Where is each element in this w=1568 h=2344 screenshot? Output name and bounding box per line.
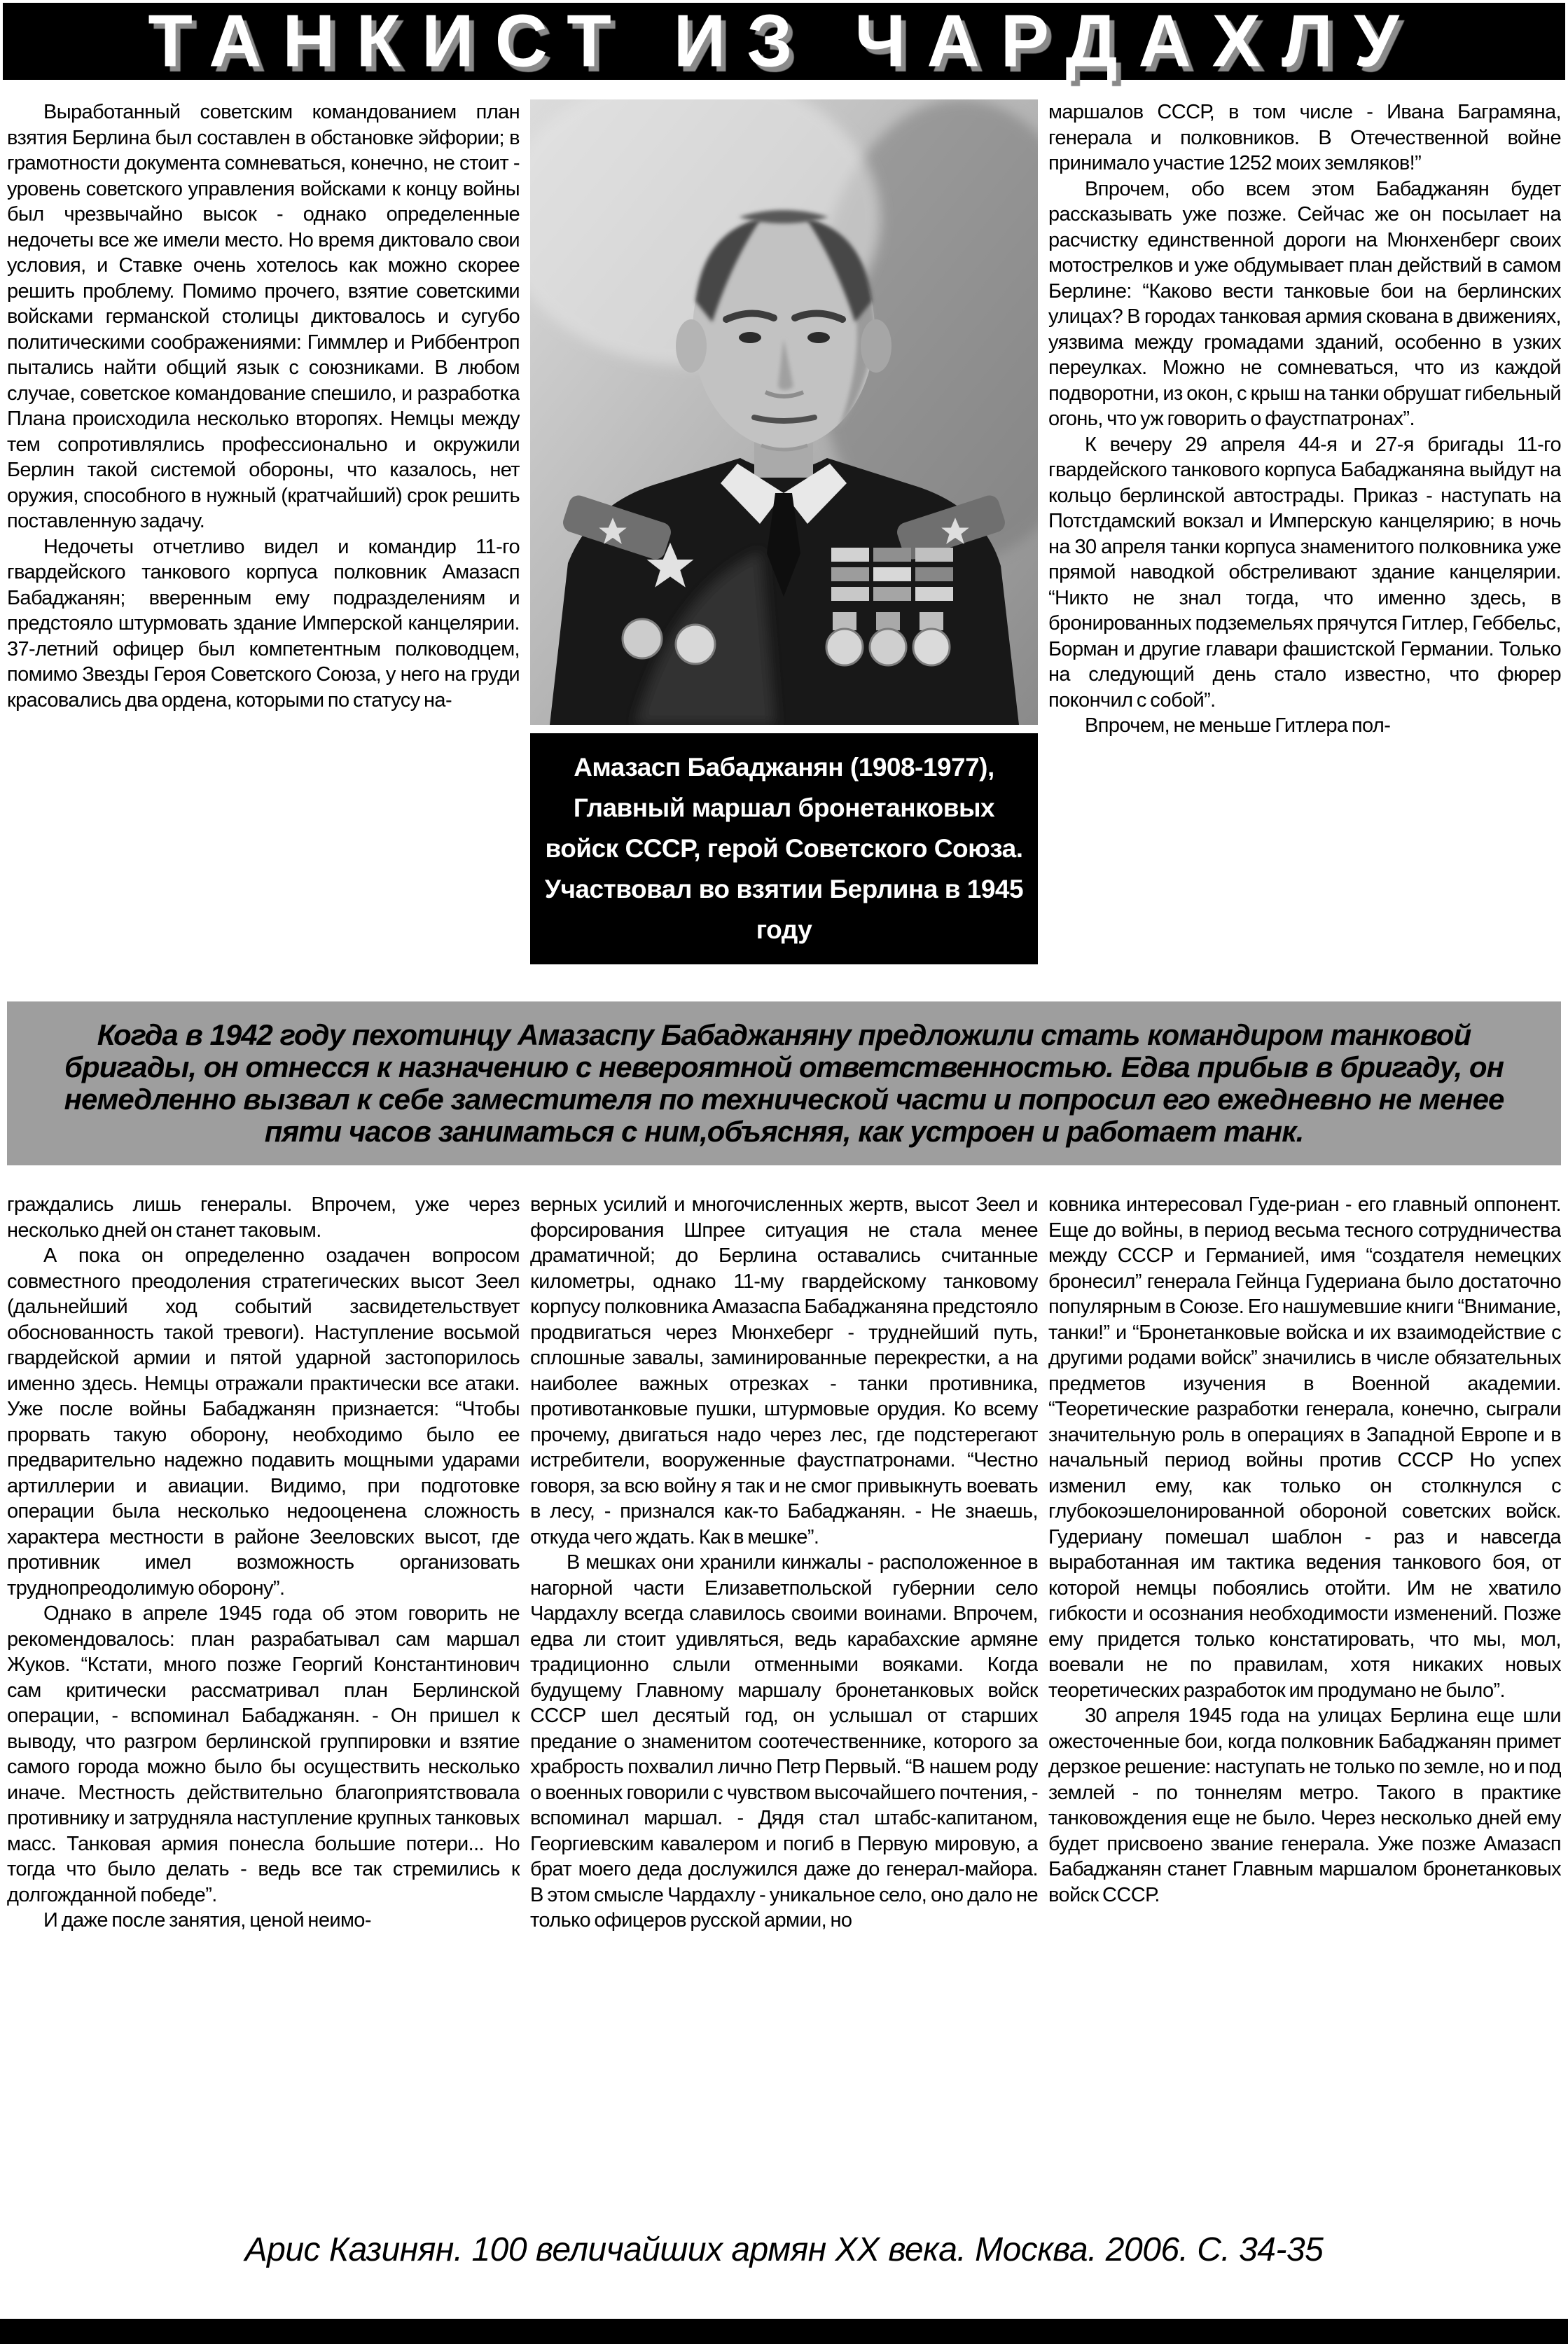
paragraph: 30 апреля 1945 года на улицах Берлина еще шли ожесточенные бои, когда полковник Бабаджанян примет дерзкое решение: наступать не только по земле, но и под землей - по тоннелям метро. Такого в практике танковождения еще не было. Через несколько дней ему будет присвоено звание генерала. Уже позже Амазасп Бабаджанян станет Главным маршалом бронетанковых войск СССР.: [1048, 1705, 1561, 1906]
column-top-right: [1048, 99, 1561, 998]
title-banner: [3, 0, 1565, 83]
bottom-section: [7, 1192, 1561, 2209]
top-section: [7, 99, 1561, 998]
column-top-left: [7, 99, 520, 998]
paragraph: верных усилий и многочисленных жертв, высот Зеел и форсирования Шпрее ситуация не стала менее драматичной; до Берлина оставались считанные километры, однако 11-му гвардейскому танковому корпусу полковника Амазаспа Бабаджаняна предстояло продвигаться через Мюнхеберг - труднейший путь, сплошные завалы, заминированные перекрестки, а на наиболее важных отрезках - танки противника, противотанковые пушки, штурмовые орудия. Ко всему прочему, двигаться надо через лес, где подстерегают истребители, вооруженные фаустпатронами. “Честно говоря, за всю войну я так и не смог привыкнуть воевать в лесу, - признался как-то Бабаджанян. - Не знаешь, откуда чего ждать. Как в мешке”.: [530, 1193, 1038, 1548]
paragraph: Впрочем, обо всем этом Бабаджанян будет рассказывать уже позже. Сейчас же он посылает на расчистку единственной дороги на Мюнхенберг своих мотострелков и уже обдумывает план действий в самом Берлине: “Каково вести танковые бои на берлинских улицах? В городах танковая армия скована в движениях, уязвима между громадами зданий, особенно в узких переулках. Можно не сомневаться, что из каждой подворотни, из окон, с крыш на танки обрушат гибельный огонь, что уж говорить о фаустпатронах”.: [1048, 177, 1561, 430]
portrait-photo-graphic: [530, 99, 1038, 725]
column-bottom-middle: [530, 1192, 1038, 2209]
paragraph: Недочеты отчетливо видел и командир 11-го гвардейского танкового корпуса полковник Амазасп Бабаджанян; вверенным ему подразделениям и предстояло штурмовать здание Имперской канцелярии. 37-летний офицер был компетентным полководцем, помимо Звезды Героя Советского Союза, у него на груди красовались два ордена, которыми по статусу на-: [7, 535, 520, 712]
paragraph: граждались лишь генералы. Впрочем, уже через несколько дней он станет таковым.: [7, 1193, 520, 1242]
photo-caption: Амазасп Бабаджанян (1908-1977), Главный маршал бронетанковых войск СССР, герой Советского Союза. Участвовал во взятии Берлина в 1945 году: [530, 733, 1038, 964]
bottom-rule: [0, 2319, 1568, 2344]
portrait-photo: [530, 99, 1038, 725]
paragraph: Выработанный советским командованием план взятия Берлина был составлен в обстановке эйфории; в грамотности документа сомневаться, конечно, не стоит - уровень советского управления войсками к концу войны был чрезвычайно высок - однако определенные недочеты все же имели место. Но время диктовало свои условия, и Ставке очень хотелось как можно скорее решить проблему. Помимо прочего, взятие советскими войсками германской столицы диктовалось и сугубо политическими соображениями: Гиммлер и Риббентроп пытались найти общий язык с союзниками. В любом случае, советское командование спешило, и разработка Плана происходила несколько второпях. Немцы между тем сопротивлялись профессионально и окружили Берлин такой системой обороны, что казалось, нет оружия, способного в нужный (кратчайший) срок решить поставленную задачу.: [7, 101, 520, 532]
column-bottom-left: [7, 1192, 520, 2209]
paragraph: И даже после занятия, ценой неимо-: [43, 1909, 371, 1932]
citation: Арис Казинян. 100 величайших армян XX века. Москва. 2006. С. 34-35: [244, 2231, 1324, 2268]
paragraph: В мешках они хранили кинжалы - расположенное в нагорной части Елизаветпольской губернии село Чардахлу всегда славилось своими воинами. Впрочем, едва ли стоит удивляться, ведь карабахские армяне традиционно слыли отменными вояками. Когда будущему Главному маршалу бронетанковых войск СССР шел десятый год, он услышал от старших предание о знаменитом соотечественнике, которого за храбрость похвалил лично Петр Первый. “В нашем роду о военных говорили с чувством высочайшего почтения, - вспоминал маршал. - Дядя стал штабс-капитаном, Георгиевским кавалером и погиб в Первую мировую, а брат моего деда дослужился даже до генерал-майора. В этом смысле Чардахлу - уникальное село, оно дало не только офицеров русской армии, но: [530, 1551, 1038, 1932]
paragraph: Впрочем, не меньше Гитлера пол-: [1085, 714, 1391, 737]
paragraph: Однако в апреле 1945 года об этом говорить не рекомендовалось: план разрабатывал сам маршал Жуков. “Кстати, много позже Георгий Константинович сам критически рассматривал план Берлинской операции, - вспоминал Бабаджанян. - Он пришел к выводу, что разгром берлинской группировки и взятие самого города можно было бы осуществить несколько иначе. Местность действительно благоприятствовала противнику и затрудняла наступление крупных танковых масс. Танковая армия понесла большие потери... Но тогда что было делать - ведь все так стремились к долгожданной победе”.: [7, 1602, 520, 1906]
paragraph: К вечеру 29 апреля 44-я и 27-я бригады 11-го гвардейского танкового корпуса Бабаджаняна выйдут на кольцо берлинской автострады. Приказ - наступать на Потстдамский вокзал и Имперскую канцелярию; в ночь на 30 апреля танки корпуса знаменитого полковника уже прямой наводкой обстреливают здание канцелярии. “Никто не знал тогда, что именно здесь, в бронированных подземельях прячутся Гитлер, Геббельс, Борман и другие главари фашистской Германии. Только на следующий день стало известно, что фюрер покончил с собой”.: [1048, 433, 1561, 712]
column-bottom-right: [1048, 1192, 1561, 2209]
photo-figure: [530, 99, 1038, 998]
pull-quote-text: Когда в 1942 году пехотинцу Амазаспу Бабаджаняну предложили стать командиром танковой бригады, он отнесся к назначению с невероятной ответственностью. Едва прибыв в бригаду, он немедленно вызвал к себе заместителя по технической части и попросил его ежедневно не менее пяти часов заниматься с ним,объясняя, как устроен и работает танк.: [64, 1018, 1504, 1148]
page-title: ТАНКИСТ ИЗ ЧАРДАХЛУ: [148, 0, 1420, 83]
pull-quote: [7, 1001, 1561, 1165]
paragraph: маршалов СССР, в том числе - Ивана Баграмяна, генерала и полковников. В Отечественной войне принимало участие 1252 моих земляков!”: [1048, 101, 1561, 174]
paragraph: ковника интересовал Гуде-риан - его главный оппонент. Еще до войны, в период весьма тесного сотрудничества между СССР и Германией, имя “создателя немецких бронесил” генерала Гейнца Гудериана было достаточно популярным в Союзе. Его нашумевшие книги “Внимание, танки!” и “Бронетанковые войска и их взаимодействие с другими родами войск” значились в числе обязательных предметов изучения в Военной академии. “Теоретические разработки генерала, конечно, сыграли значительную роль в операциях в Западной Европе и в начальный период войны против СССР Но успех изменил ему, как только он столкнулся с глубокоэшелонированной обороной советских войск. Гудериану помешал шаблон - раз и навсегда выработанная им тактика ведения танкового боя, от которой немцы побоялись отойти. Им не хватило гибкости и осознания необходимости изменений. Позже ему придется только констатировать, что мы, мол, воевали не по правилам, хотя никаких новых теоретических разработок им продумано не было”.: [1048, 1193, 1561, 1702]
paragraph: А пока он определенно озадачен вопросом совместного преодоления стратегических высот Зеел (дальнейший ход событий засвидетельствует обоснованность такой тревоги). Наступление восьмой гвардейской армии и пятой ударной застопорилось именно здесь. Немцы отражали практически все атаки. Уже после войны Бабаджанян признается: “Чтобы прорвать такую оборону, необходимо было ее предварительно надежно подавить мощными ударами артиллерии и авиации. Видимо, при подготовке операции была несколько недооценена сложность характера местности в районе Зееловских высот, где противник имел возможность организовать труднопреодолимую оборону”.: [7, 1244, 520, 1600]
